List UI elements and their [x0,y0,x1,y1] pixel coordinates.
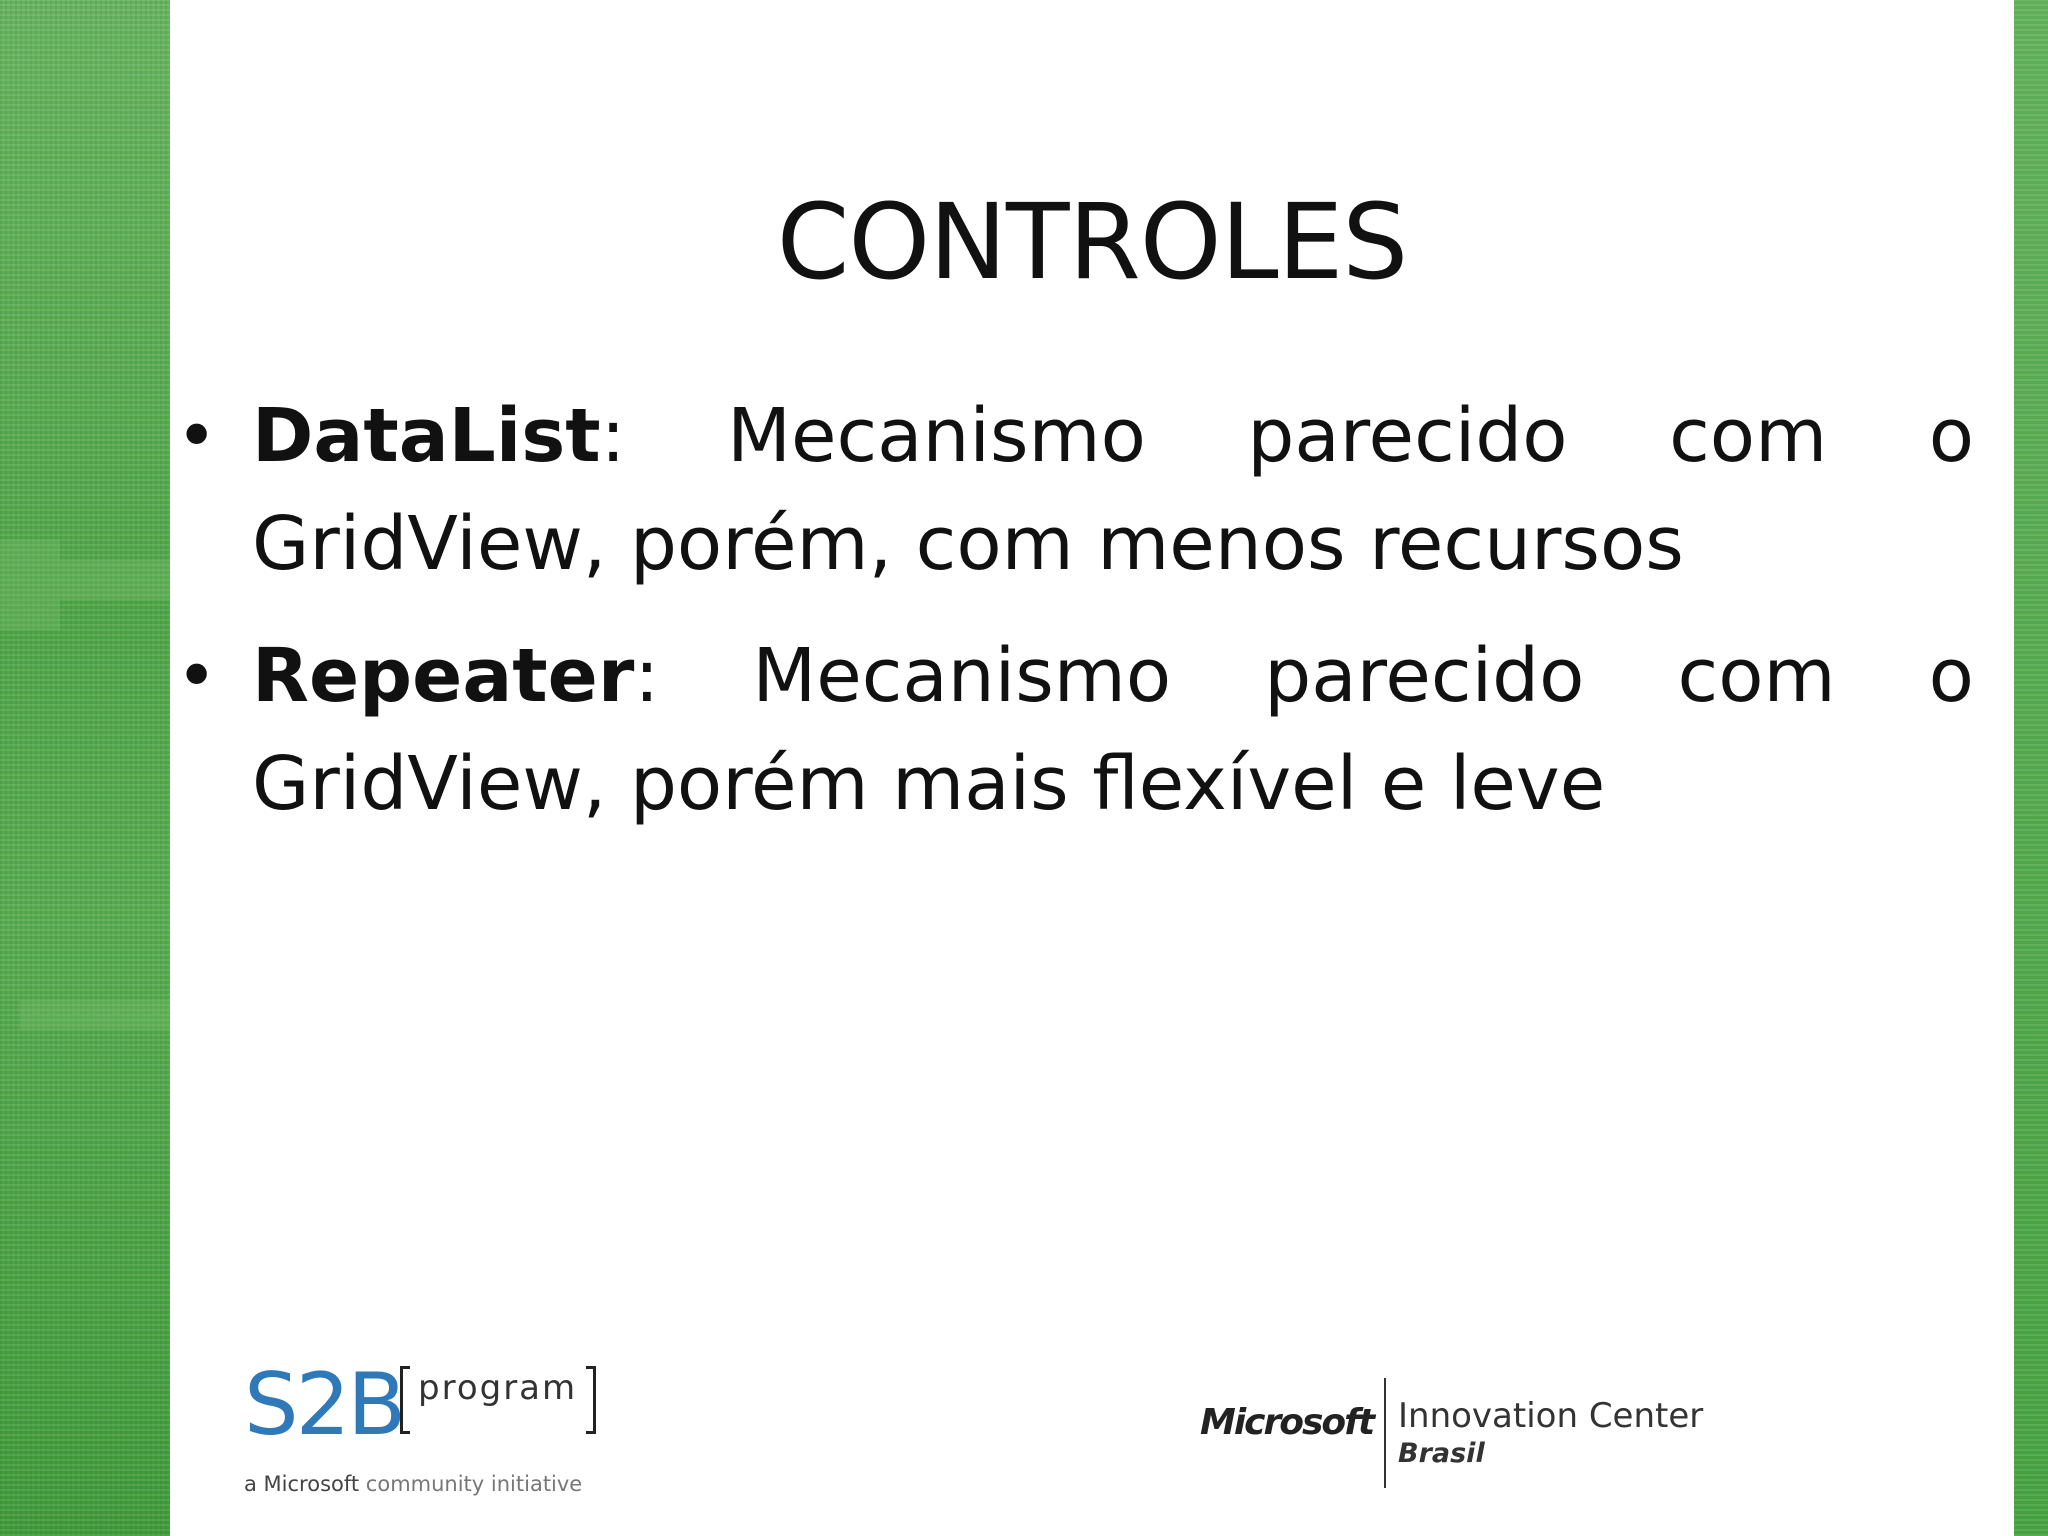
bullet-word: parecido [1247,393,1568,479]
bullet-glyph: • [176,635,218,717]
left-decorative-band [0,0,170,1536]
bullet-list [172,382,1974,862]
microsoft-wordmark: Microsoft [1200,1402,1374,1443]
bullet-line-2: GridView, porém mais flexível e leve [252,741,1606,827]
bullet-word: Mecanismo [727,393,1146,479]
bullet-word: parecido [1264,633,1585,719]
bullet-line-1 [252,382,1974,490]
microsoft-innovation-center-logo [1200,1378,1720,1488]
bullet-term-group [252,622,659,730]
bullet-line-2: GridView, porém, com menos recursos [252,501,1684,587]
bullet-word: o [1928,633,1974,719]
slide-title: CONTROLES [776,181,1408,303]
bullet-colon: : [600,393,626,479]
bullet-word: o [1928,393,1974,479]
bullet-word: com [1677,633,1836,719]
logo-separator [1384,1378,1386,1488]
bullet-term: DataList [252,393,601,479]
bullet-glyph: • [176,395,218,477]
s2b-tagline-rest: community initiative [359,1472,583,1496]
band-patch [60,560,170,600]
s2b-program-word: program [418,1368,578,1408]
bullet-word: com [1669,393,1828,479]
bullet-word: Mecanismo [752,633,1172,719]
innovation-center-label: Innovation Center [1398,1396,1704,1436]
country-label: Brasil [1398,1438,1485,1469]
band-patch [20,1000,170,1030]
bullet-item-datalist [172,382,1974,598]
bullet-term: Repeater [252,633,635,719]
bullet-term-group [252,382,626,490]
band-patch [0,540,60,630]
s2b-tagline-brand: a Microsoft [244,1472,360,1496]
right-decorative-band [2014,0,2048,1536]
bullet-line-1 [252,622,1974,730]
s2b-tagline [244,1472,582,1496]
s2b-letters: S2B [244,1355,404,1455]
s2b-program-logo [244,1355,624,1502]
bullet-item-repeater [172,622,1974,838]
bullet-colon: : [634,633,660,719]
